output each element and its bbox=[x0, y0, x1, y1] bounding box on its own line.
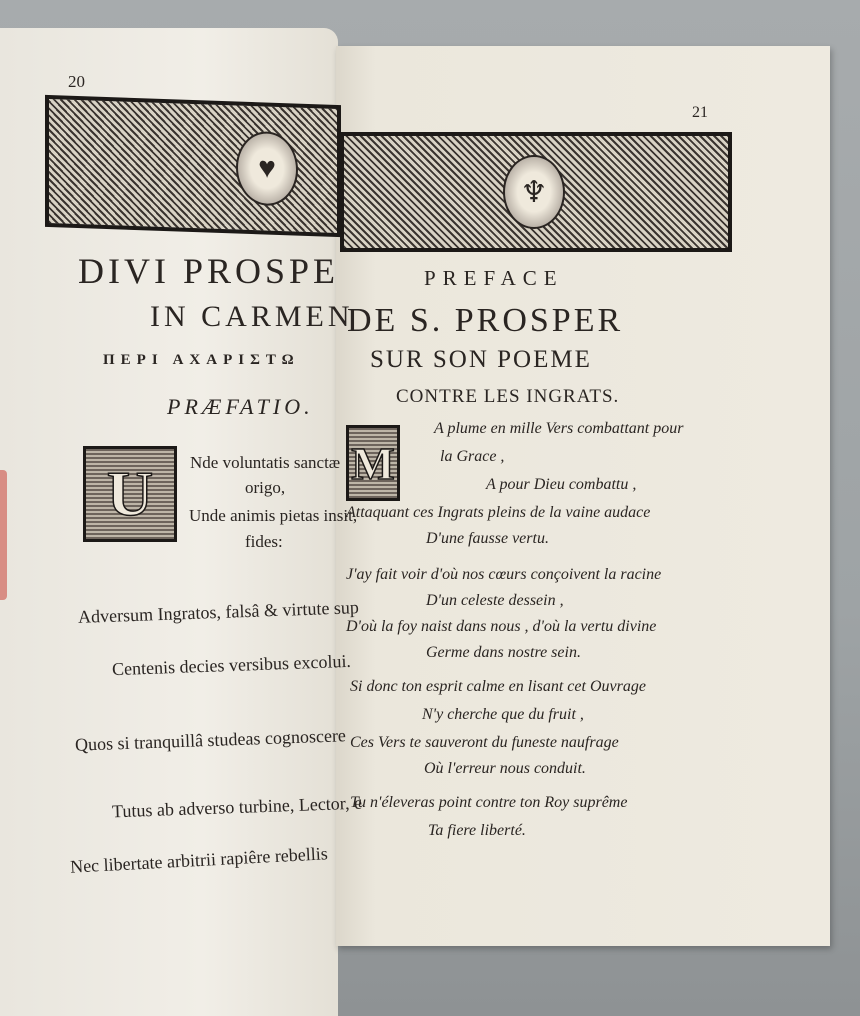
right-line: Ta fiere liberté. bbox=[428, 822, 526, 839]
right-line: Tu n'éleveras point contre ton Roy suprême bbox=[350, 794, 628, 811]
left-page-number: 20 bbox=[68, 72, 85, 91]
left-title-line2: IN CARMEN bbox=[150, 300, 354, 333]
right-line: J'ay fait voir d'où nos cœurs conçoivent la racine bbox=[346, 566, 662, 583]
right-line: la Grace , bbox=[440, 448, 505, 465]
drop-cap-initial-u: U bbox=[83, 446, 177, 542]
drop-cap-initial-m: M bbox=[346, 425, 400, 501]
left-line: Tutus ab adverso turbine, Lector, e bbox=[111, 792, 363, 822]
right-line: Attaquant ces Ingrats pleins de la vaine audace bbox=[346, 504, 651, 521]
right-line: D'un celeste dessein , bbox=[426, 592, 564, 609]
left-section-title: PRÆFATIO. bbox=[167, 394, 314, 419]
left-line: fides: bbox=[245, 532, 283, 551]
right-line: Ces Vers te sauveront du funeste naufrage bbox=[350, 734, 619, 751]
right-headpiece-ornament bbox=[340, 132, 732, 252]
right-page-number: 21 bbox=[692, 104, 708, 121]
left-line: origo, bbox=[245, 478, 286, 497]
right-line: A plume en mille Vers combattant pour bbox=[434, 420, 684, 437]
left-greek-line: ΠΕΡΙ ΑΧΑΡΙΣΤΩ bbox=[103, 352, 300, 368]
right-title-line3: SUR SON POEME bbox=[370, 346, 592, 373]
left-line: Centenis decies versibus excolui. bbox=[111, 650, 352, 680]
left-title-line1: DIVI PROSPE bbox=[78, 251, 340, 291]
chalice-icon: ♆ bbox=[503, 155, 565, 229]
right-line: Si donc ton esprit calme en lisant cet Ouvrage bbox=[350, 678, 646, 695]
right-title-line4: CONTRE LES INGRATS. bbox=[396, 386, 620, 407]
right-line: A pour Dieu combattu , bbox=[486, 476, 637, 493]
left-line: Nec libertate arbitrii rapiêre rebellis bbox=[69, 843, 329, 877]
left-line: Adversum Ingratos, falsâ & virtute sup bbox=[77, 597, 360, 627]
right-line: Germe dans nostre sein. bbox=[426, 644, 581, 661]
right-title-line1: PREFACE bbox=[424, 266, 564, 290]
page-edge-bookmark bbox=[0, 470, 7, 600]
left-line: Unde animis pietas insit, bbox=[189, 506, 358, 525]
right-line: N'y cherche que du fruit , bbox=[422, 706, 584, 723]
left-headpiece-ornament bbox=[45, 95, 341, 237]
heart-icon: ♥ bbox=[236, 131, 298, 207]
right-line: D'où la foy naist dans nous , d'où la vertu divine bbox=[346, 618, 657, 635]
right-line: Où l'erreur nous conduit. bbox=[424, 760, 586, 777]
right-line: D'une fausse vertu. bbox=[426, 530, 549, 547]
left-line: Nde voluntatis sanctæ bbox=[190, 453, 341, 472]
left-line: Quos si tranquillâ studeas cognoscere bbox=[74, 725, 347, 755]
right-title-line2: DE S. PROSPER bbox=[347, 302, 624, 339]
